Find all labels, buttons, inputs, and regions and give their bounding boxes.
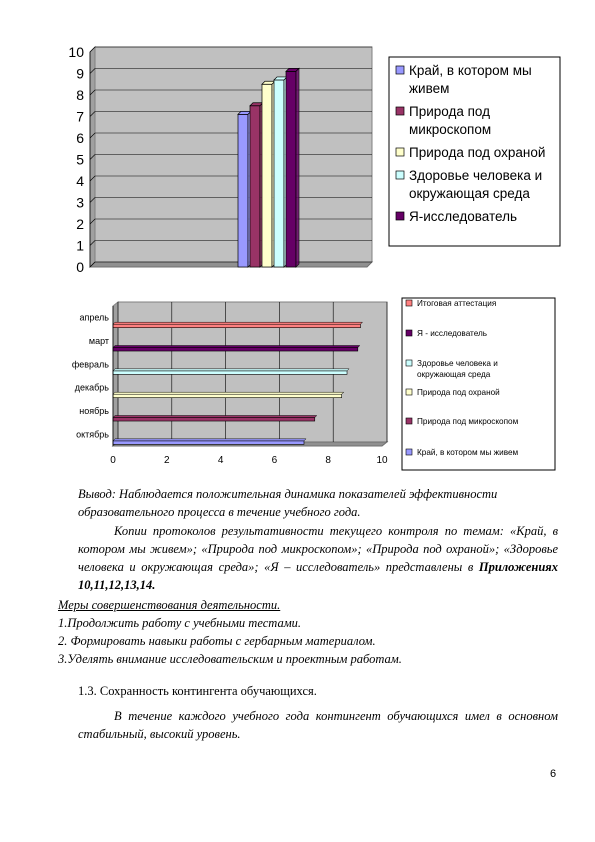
legend-label: Природа под охраной xyxy=(417,388,500,397)
legend-label: Я-исследователь xyxy=(409,209,517,224)
hbar xyxy=(113,394,342,398)
hbar xyxy=(113,371,347,375)
legend-box xyxy=(402,298,555,470)
hbar-top xyxy=(113,392,344,394)
y-tick-label: 10 xyxy=(68,44,84,60)
y-category-label: декабрь xyxy=(74,382,109,393)
legend-swatch xyxy=(406,418,412,424)
conclusion-text: Вывод: Наблюдается положительная динамика показателей эффективности образовательного процесса в течение учебного года. xyxy=(78,487,498,519)
legend-label: окружающая среда xyxy=(417,370,491,379)
legend-swatch xyxy=(406,330,412,336)
legend-label: живем xyxy=(409,81,450,96)
hbar xyxy=(113,324,360,328)
hbar-top xyxy=(113,346,360,348)
hbar xyxy=(113,441,304,445)
horizontal-bar-chart xyxy=(72,298,555,470)
measure-item-1: 1.Продолжить работу с учебными тестами. xyxy=(58,616,302,630)
x-tick-label: 2 xyxy=(164,455,170,466)
x-tick-label: 4 xyxy=(217,455,224,466)
column-bar xyxy=(238,114,248,267)
x-tick-label: 0 xyxy=(110,455,116,466)
x-tick-label: 10 xyxy=(376,455,388,466)
hbar xyxy=(113,348,358,352)
y-tick-label: 6 xyxy=(76,130,84,146)
x-tick-label: 6 xyxy=(271,455,278,466)
legend-swatch xyxy=(396,148,404,156)
column-bar xyxy=(274,80,284,267)
legend-label: Я - исследователь xyxy=(417,329,488,338)
y-tick-label: 2 xyxy=(76,216,84,232)
y-tick-label: 4 xyxy=(76,173,84,189)
legend-swatch xyxy=(406,449,412,455)
legend-label: Здоровье человека и xyxy=(417,359,498,368)
hbar-top xyxy=(113,439,306,441)
column-chart xyxy=(68,44,560,275)
legend-swatch xyxy=(406,360,412,366)
legend-label: Природа под xyxy=(409,104,491,119)
legend-label: Край, в котором мы xyxy=(409,63,532,78)
measure-item-2: 2. Формировать навыки работы с гербарным материалом. xyxy=(58,634,376,648)
legend-label: Природа под охраной xyxy=(409,145,546,160)
section-title: 1.3. Сохранность контингента обучающихся. xyxy=(78,684,317,698)
y-category-label: март xyxy=(88,336,109,346)
legend-swatch xyxy=(396,66,404,74)
column-bar xyxy=(262,84,272,267)
legend-swatch xyxy=(396,107,404,115)
measures-heading: Меры совершенствования деятельности. xyxy=(58,598,281,612)
legend-label: Здоровье человека и xyxy=(409,168,543,183)
plot-floor xyxy=(90,262,372,267)
y-tick-label: 3 xyxy=(76,194,84,211)
legend-swatch xyxy=(396,171,404,179)
hbar xyxy=(113,418,315,422)
legend-label: окружающая среда xyxy=(409,186,530,201)
column-bar xyxy=(250,106,260,267)
legend-label: микроскопом xyxy=(409,122,492,137)
y-category-label: апрель xyxy=(79,312,109,323)
y-tick-label: 0 xyxy=(76,259,84,275)
legend-label: Край, в котором мы живем xyxy=(417,448,519,457)
column-bar-side xyxy=(296,68,299,267)
legend-label: Итоговая аттестация xyxy=(417,299,497,308)
section-body: В течение каждого учебного года контингент обучающихся имел в основном стабильный, высокий уровень. xyxy=(78,709,558,741)
y-tick-label: 9 xyxy=(76,65,84,82)
appendix-reference: Приложениях 10,11,12,13,14. xyxy=(78,560,558,592)
hbar-top xyxy=(113,416,317,418)
legend-swatch xyxy=(406,300,412,306)
hbar-top xyxy=(113,322,362,324)
y-tick-label: 7 xyxy=(76,108,84,125)
y-tick-label: 1 xyxy=(76,237,84,254)
y-category-label: ноябрь xyxy=(79,406,109,416)
hbar-top xyxy=(113,369,349,371)
page-number: 6 xyxy=(550,768,557,780)
copies-paragraph xyxy=(78,522,558,594)
y-tick-label: 5 xyxy=(76,151,84,168)
y-category-label: октябрь xyxy=(76,429,109,440)
legend-swatch xyxy=(396,212,404,220)
measure-item-3: 3.Уделять внимание исследовательским и проектным работам. xyxy=(58,652,402,666)
legend-swatch xyxy=(406,389,412,395)
y-tick-label: 8 xyxy=(76,87,84,103)
x-tick-label: 8 xyxy=(325,455,331,466)
copies-intro: Копии протоколов результативности текущего контроля по темам: «Край, в котором мы живем»; «Природа под микроскопом»; «Природа под охраной»; «Здоровье человека и окружающая среда»; «Я – исследователь» представлены в xyxy=(78,524,558,574)
legend-label: Природа под микроскопом xyxy=(417,417,519,426)
column-bar xyxy=(286,71,296,267)
y-category-label: февраль xyxy=(71,359,109,370)
